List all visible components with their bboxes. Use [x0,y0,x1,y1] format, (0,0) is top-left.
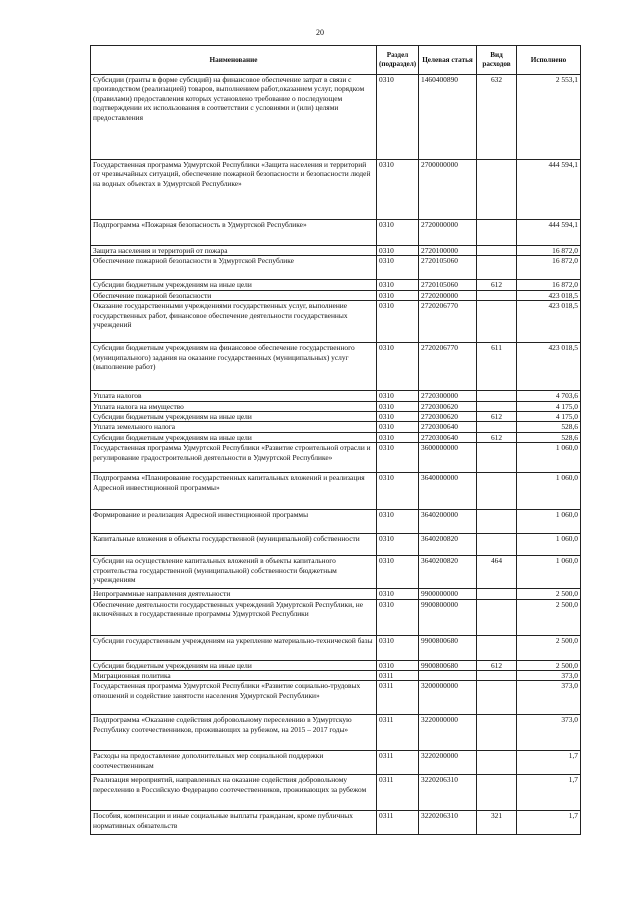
row-kind [477,751,517,775]
row-name: Обеспечение деятельности государственных учреждений Удмуртской Республики, не включённых в государственные программы Удмуртской Республики [91,599,377,635]
row-name: Обеспечение пожарной безопасности [91,290,377,300]
row-name: Уплата налогов [91,391,377,401]
row-section: 0311 [377,671,419,681]
row-kind [477,635,517,660]
row-amount: 423 018,5 [517,343,581,391]
row-section: 0310 [377,556,419,589]
table-row [91,422,581,432]
row-article: 9900800680 [419,635,477,660]
row-section: 0311 [377,681,419,715]
row-section: 0310 [377,422,419,432]
row-article: 3640200820 [419,534,477,556]
row-section: 0311 [377,811,419,835]
row-amount: 16 872,0 [517,246,581,256]
row-section: 0311 [377,715,419,751]
row-article: 1460400890 [419,75,477,160]
row-name: Субсидии на осуществление капитальных вложений в объекты капитального строительства государственной (муниципальной) собственности бюджетным учреждениям [91,556,377,589]
row-amount: 4 703,6 [517,391,581,401]
row-name: Непрограммные направления деятельности [91,589,377,599]
table-row [91,715,581,751]
row-article: 9900800680 [419,660,477,670]
row-article: 2720100000 [419,246,477,256]
table-row [91,343,581,391]
row-section: 0310 [377,220,419,246]
row-section: 0311 [377,751,419,775]
row-section: 0310 [377,510,419,534]
row-name: Расходы на предоставление дополнительных мер социальной поддержки соотечественникам [91,751,377,775]
row-article: 2720300620 [419,412,477,422]
row-section: 0310 [377,246,419,256]
row-amount: 444 594,1 [517,160,581,220]
row-kind [477,473,517,510]
row-section: 0310 [377,589,419,599]
row-amount: 4 175,0 [517,401,581,411]
header-section: Раздел (подраздел) [377,46,419,75]
row-section: 0310 [377,473,419,510]
row-name: Субсидии (гранты в форме субсидий) на финансовое обеспечение затрат в связи с производством (реализацией) товаров, выполнением работ,оказанием услуг, порядком (правилами) предоставления которых установлено требование о последующем подтверждении их использования в соответствии с условиями и (или) целями предоставления [91,75,377,160]
row-kind [477,715,517,751]
row-section: 0310 [377,443,419,473]
row-name: Государственная программа Удмуртской Республики «Защита населения и территорий от чрезвычайных ситуаций, обеспечение пожарной безопасности и безопасности людей на водных объектах в Удмуртской Республике» [91,160,377,220]
row-kind: 612 [477,660,517,670]
table-row [91,256,581,280]
row-article: 9900800000 [419,599,477,635]
row-article: 2720300000 [419,391,477,401]
row-name: Формирование и реализация Адресной инвестиционной программы [91,510,377,534]
row-article: 3640000000 [419,473,477,510]
row-section: 0310 [377,635,419,660]
row-name: Субсидии бюджетным учреждениям на иные цели [91,660,377,670]
row-kind [477,256,517,280]
table-row [91,432,581,442]
table-row [91,534,581,556]
row-name: Подпрограмма «Пожарная безопасность в Удмуртской Республике» [91,220,377,246]
row-article: 3220206310 [419,775,477,811]
row-article: 2720206770 [419,301,477,343]
row-amount: 528,6 [517,432,581,442]
row-name: Оказание государственными учреждениями государственных услуг, выполнение государственных работ, финансовое обеспечение деятельности государственных учреждений [91,301,377,343]
row-amount: 16 872,0 [517,280,581,290]
row-name: Уплата налога на имущество [91,401,377,411]
table-row [91,473,581,510]
row-article: 2700000000 [419,160,477,220]
row-section: 0310 [377,599,419,635]
row-section: 0310 [377,75,419,160]
row-section: 0310 [377,432,419,442]
row-kind: 612 [477,280,517,290]
row-article: 3600000000 [419,443,477,473]
row-article: 3640200820 [419,556,477,589]
row-name: Пособия, компенсации и иные социальные выплаты гражданам, кроме публичных нормативных обязательств [91,811,377,835]
row-name: Защита населения и территорий от пожара [91,246,377,256]
header-article: Целевая статья [419,46,477,75]
table-row [91,775,581,811]
row-article: 9900000000 [419,589,477,599]
table-row [91,556,581,589]
table-row [91,751,581,775]
row-amount: 1,7 [517,751,581,775]
row-amount: 1 060,0 [517,443,581,473]
row-kind [477,220,517,246]
row-article: 2720000000 [419,220,477,246]
table-row [91,401,581,411]
row-article: 3220000000 [419,715,477,751]
row-amount: 1,7 [517,775,581,811]
table-row [91,160,581,220]
row-kind [477,589,517,599]
page-number: 20 [316,28,324,37]
table-row [91,220,581,246]
row-amount: 373,0 [517,671,581,681]
row-kind [477,599,517,635]
row-amount: 1 060,0 [517,556,581,589]
table-row [91,280,581,290]
header-name: Наименование [91,46,377,75]
row-kind [477,301,517,343]
row-kind [477,401,517,411]
header-amount: Исполнено [517,46,581,75]
row-article: 3220200000 [419,751,477,775]
table-row [91,290,581,300]
row-section: 0310 [377,391,419,401]
row-kind: 632 [477,75,517,160]
row-kind [477,510,517,534]
row-article [419,671,477,681]
row-name: Миграционная политика [91,671,377,681]
row-name: Обеспечение пожарной безопасности в Удмуртской Республике [91,256,377,280]
table-row [91,75,581,160]
row-section: 0311 [377,775,419,811]
table-header-row [91,46,581,75]
row-section: 0310 [377,290,419,300]
row-article: 2720105060 [419,256,477,280]
table-row [91,510,581,534]
row-name: Реализация мероприятий, направленных на оказание содействия добровольному переселению в Российскую Федерацию соотечественников, проживающих за рубежом [91,775,377,811]
row-amount: 423 018,5 [517,290,581,300]
table-row [91,681,581,715]
row-name: Субсидии бюджетным учреждениям на иные цели [91,280,377,290]
row-amount: 2 553,1 [517,75,581,160]
row-article: 2720200000 [419,290,477,300]
row-amount: 4 175,0 [517,412,581,422]
row-section: 0310 [377,401,419,411]
row-amount: 2 500,0 [517,599,581,635]
row-name: Государственная программа Удмуртской Республики «Развитие социально-трудовых отношений и содействие занятости населения Удмуртской Республики» [91,681,377,715]
table-row [91,246,581,256]
row-name: Субсидии бюджетным учреждениям на иные цели [91,432,377,442]
row-kind [477,534,517,556]
budget-table [90,45,581,835]
row-kind: 321 [477,811,517,835]
row-name: Государственная программа Удмуртской Республики «Развитие строительной отрасли и регулирование градостроительной деятельности в Удмуртской Республике» [91,443,377,473]
row-amount: 2 500,0 [517,589,581,599]
row-kind [477,671,517,681]
row-amount: 373,0 [517,715,581,751]
row-amount: 423 018,5 [517,301,581,343]
row-kind [477,391,517,401]
row-name: Подпрограмма «Планирование государственных капитальных вложений и реализация Адресной инвестиционной программы» [91,473,377,510]
row-article: 2720206770 [419,343,477,391]
row-kind [477,290,517,300]
table-row [91,599,581,635]
row-kind: 464 [477,556,517,589]
row-amount: 2 500,0 [517,635,581,660]
table-row [91,635,581,660]
row-name: Субсидии бюджетным учреждениям на иные цели [91,412,377,422]
row-amount: 1 060,0 [517,510,581,534]
row-kind [477,160,517,220]
row-section: 0310 [377,412,419,422]
table-row [91,301,581,343]
row-kind: 612 [477,412,517,422]
table-row [91,589,581,599]
row-name: Капитальные вложения в объекты государственной (муниципальной) собственности [91,534,377,556]
row-kind [477,422,517,432]
row-kind: 612 [477,432,517,442]
row-kind [477,246,517,256]
row-name: Субсидии государственным учреждениям на укрепление материально-технической базы [91,635,377,660]
row-article: 2720300640 [419,422,477,432]
row-amount: 1 060,0 [517,473,581,510]
row-name: Подпрограмма «Оказание содействия добровольному переселению в Удмуртскую Республику соотечественников, проживающих за рубежом, на 2015 – 2017 годы» [91,715,377,751]
row-section: 0310 [377,534,419,556]
row-name: Субсидии бюджетным учреждениям на финансовое обеспечение государственного (муниципального) задания на оказание государственных (муниципальных) услуг (выполнение работ) [91,343,377,391]
row-article: 3220206310 [419,811,477,835]
row-kind [477,681,517,715]
header-kind: Вид расходов [477,46,517,75]
table-row [91,412,581,422]
row-kind [477,443,517,473]
table-row [91,660,581,670]
row-amount: 528,6 [517,422,581,432]
row-amount: 444 594,1 [517,220,581,246]
row-amount: 1,7 [517,811,581,835]
row-amount: 16 872,0 [517,256,581,280]
row-amount: 2 500,0 [517,660,581,670]
row-section: 0310 [377,660,419,670]
row-section: 0310 [377,160,419,220]
row-article: 3640200000 [419,510,477,534]
row-article: 2720105060 [419,280,477,290]
row-article: 3200000000 [419,681,477,715]
row-article: 2720300620 [419,401,477,411]
table-row [91,443,581,473]
table-row [91,811,581,835]
row-kind: 611 [477,343,517,391]
row-article: 2720300640 [419,432,477,442]
table-row [91,391,581,401]
row-amount: 1 060,0 [517,534,581,556]
row-section: 0310 [377,280,419,290]
row-section: 0310 [377,256,419,280]
row-section: 0310 [377,301,419,343]
row-section: 0310 [377,343,419,391]
row-name: Уплата земельного налога [91,422,377,432]
table-body [91,75,581,835]
row-kind [477,775,517,811]
row-amount: 373,0 [517,681,581,715]
table-row [91,671,581,681]
